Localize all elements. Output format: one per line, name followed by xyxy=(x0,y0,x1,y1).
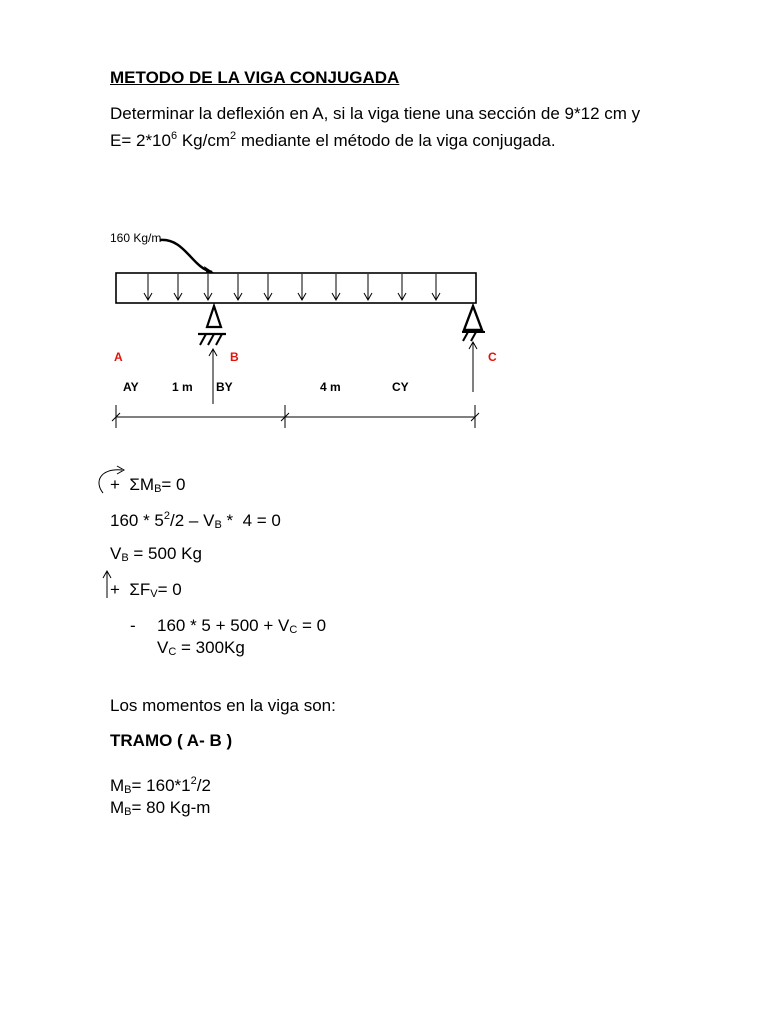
point-a-label: A xyxy=(114,350,123,364)
reaction-b-label: BY xyxy=(216,380,233,394)
point-c-label: C xyxy=(488,350,497,364)
equation-part: /2 xyxy=(196,776,211,795)
load-pointer-arrow xyxy=(160,240,212,272)
equation-part: M xyxy=(110,798,125,817)
subscript: C xyxy=(168,646,177,658)
plus-sign: + xyxy=(110,580,120,599)
beam xyxy=(116,273,476,303)
sigma-force: ΣF xyxy=(129,580,151,599)
equation-part: = 80 Kg-m xyxy=(131,798,211,817)
moments-intro: Los momentos en la viga son: xyxy=(110,696,336,715)
equation-part: = 160*1 xyxy=(131,776,191,795)
equation-rest: = 0 xyxy=(161,475,186,494)
vb-result xyxy=(110,544,202,564)
support-b xyxy=(198,306,226,345)
reaction-arrow-b xyxy=(209,349,217,404)
equation-part: = 0 xyxy=(157,580,182,599)
subscript: B xyxy=(154,483,162,495)
modulus-exponent: 6 xyxy=(170,130,178,142)
equation-part: /2 – V xyxy=(170,511,215,530)
subscript: C xyxy=(289,624,298,636)
section-title: TRAMO ( A- B ) xyxy=(110,731,233,750)
reaction-arrow-c xyxy=(469,342,477,392)
span-bc-label: 4 m xyxy=(320,380,341,394)
plus-sign: + xyxy=(110,475,120,494)
dimension-line xyxy=(112,405,479,428)
support-c xyxy=(462,306,485,341)
subscript: B xyxy=(124,784,132,796)
vc-result xyxy=(157,638,245,658)
subscript: B xyxy=(214,519,222,531)
moment-equation xyxy=(110,510,281,531)
equation-part: 160 * 5 xyxy=(110,511,164,530)
modulus-unit: Kg/cm xyxy=(177,131,231,150)
mb-result xyxy=(110,798,210,818)
exponent: 2 xyxy=(190,775,197,787)
equation-part: V xyxy=(110,544,122,563)
reaction-a-label: AY xyxy=(123,380,139,394)
reaction-c-label: CY xyxy=(392,380,409,394)
modulus-prefix: E= 2*10 xyxy=(110,131,171,150)
subscript: V xyxy=(150,588,158,600)
subscript: B xyxy=(124,806,132,818)
moment-sum-equation xyxy=(110,475,186,495)
problem-line-2-suffix: mediante el método de la viga conjugada. xyxy=(236,131,556,150)
mb-formula xyxy=(110,775,211,796)
load-label: 160 Kg/m xyxy=(110,231,162,245)
force-equation-dash: - xyxy=(130,616,136,635)
exponent: 2 xyxy=(163,510,171,522)
equation-part: = 500 Kg xyxy=(128,544,202,563)
modulus-unit-exponent: 2 xyxy=(230,130,237,142)
problem-line-1: Determinar la deflexión en A, si la viga tiene una sección de 9*12 cm y xyxy=(110,104,641,123)
sigma-moment: ΣM xyxy=(129,475,155,494)
equation-part: V xyxy=(157,638,169,657)
span-ab-label: 1 m xyxy=(172,380,193,394)
equation-part: M xyxy=(110,776,125,795)
force-equation xyxy=(157,616,326,636)
equation-part: = 0 xyxy=(297,616,327,635)
force-sum-equation xyxy=(110,580,182,600)
equation-part: * 4 = 0 xyxy=(221,511,281,530)
subscript: B xyxy=(121,552,129,564)
point-b-label: B xyxy=(230,350,239,364)
equation-part: = 300Kg xyxy=(176,638,245,657)
page-title: METODO DE LA VIGA CONJUGADA xyxy=(110,68,400,87)
equation-part: 160 * 5 + 500 + V xyxy=(157,616,290,635)
